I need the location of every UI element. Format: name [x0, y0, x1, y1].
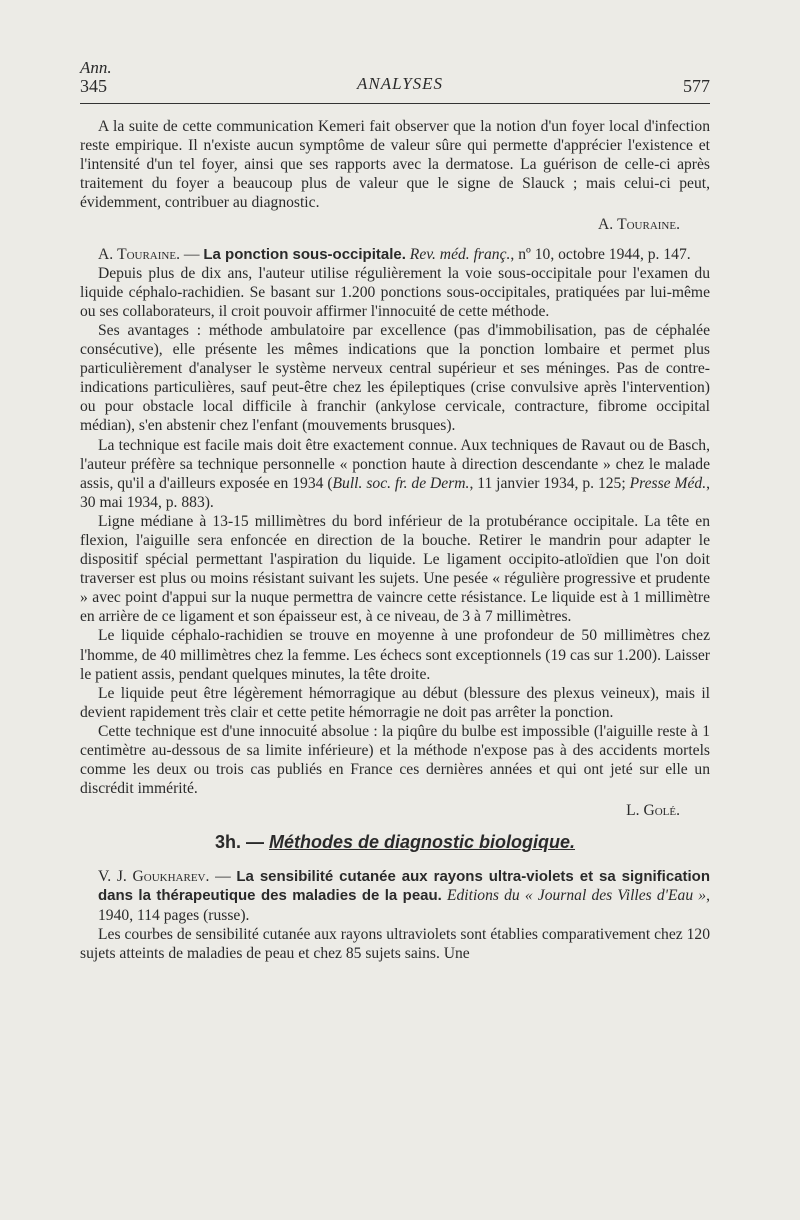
para-text: La technique est facile mais doit être exactement connue. Aux techniques de Ravaut ou de Basch, l'auteur préfère sa technique personnelle « ponction haute à direction descendante » chez le malade assis, qu'il a d'ailleurs exposée en 1934 (	[80, 436, 710, 492]
signature-initial: A.	[598, 216, 618, 234]
section-number: 3h. —	[214, 832, 269, 853]
para-ref: Bull. soc. fr. de Derm.	[332, 474, 470, 492]
article2-paragraph	[80, 436, 710, 512]
article3-paragraph: Les courbes de sensibilité cutanée aux rayons ultraviolets sont établies comparativement chez 120 sujets atteints de maladies de peau et chez 85 sujets sains. Une	[80, 925, 710, 962]
article2-paragraph: Depuis plus de dix ans, l'auteur utilise régulièrement la voie sous-occipitale pour l'examen du liquide céphalo-rachidien. Se basant sur 1.200 ponctions sous-occipitales, pratiquées par lui-même ou ses collaborateurs, il croit pouvoir affirmer l'innocuité de cette méthode.	[80, 264, 710, 320]
article-title: La sensibilité cutanée aux rayons ultra-violets et sa signification dans la thérapeutique des maladies de la peau.	[98, 868, 711, 905]
section-title: Méthodes de diagnostic biologique.	[269, 832, 576, 853]
section-heading	[80, 832, 710, 853]
author-initial: A.	[98, 245, 118, 263]
article2-paragraph: Le liquide céphalo-rachidien se trouve en moyenne à une profondeur de 50 millimètres chez l'homme, de 40 millimètres chez la femme. Les échecs sont exceptionnels (19 cas sur 1.200). Laisser le patient assis, pendant quelques minutes, la tête droite.	[80, 627, 710, 683]
article1-signature	[80, 215, 710, 234]
article2-paragraph: Le liquide peut être légèrement hémorragique au début (blessure des plexus veineux), mais il devient rapidement très clair et cette petite hémorragie ne doit pas arrêter la ponction.	[80, 684, 710, 721]
para-text: , 11 janvier 1934, p. 125;	[469, 474, 630, 492]
page-number: 577	[683, 76, 710, 96]
signature-name: Golé.	[643, 802, 680, 820]
article2-paragraph: Cette technique est d'une innocuité absolue : la piqûre du bulbe est impossible (l'aiguille reste à 1 centimètre au-dessous de sa limite inférieure) et la méthode n'expose pas à des accidents mortels comme les deux ou trois cas publiés en France ces dernières années et qui ont jeté sur elle un discrédit immérité.	[80, 722, 710, 798]
article1-paragraph: A la suite de cette communication Kemeri fait observer que la notion d'un foyer local d'infection reste empirique. Il n'existe aucun symptôme de valeur sûre qui permette d'apprécier l'existence et l'intensité d'un tel foyer, ainsi que ses rapports avec la dermatose. La guérison de celle-ci après traitement du foyer a beaucoup plus de valeur que le signe de Slauck ; mais celui-ci peut, évidemment, contribuer au diagnostic.	[80, 118, 710, 212]
article2-signature	[80, 801, 710, 820]
ref-dash: —	[179, 245, 204, 263]
article-citation: , nº 10, octobre 1944, p. 147.	[510, 245, 691, 263]
signature-name: Touraine.	[617, 216, 680, 234]
article-citation: , 1940, 114 pages (russe).	[98, 887, 710, 924]
journal-abbrev: Ann.	[80, 58, 112, 77]
article-source: Rev. méd. franç.	[405, 245, 511, 263]
header-rule	[80, 103, 710, 104]
para-ref: Presse Méd.	[629, 474, 707, 492]
article2-reference	[80, 245, 710, 264]
article2-paragraph: Ses avantages : méthode ambulatoire par excellence (pas d'immobilisation, pas de céphalée consécutive), elle présente les mêmes indications que la ponction lombaire et permet plus particulièrement d'analyser le système nerveux central supérieur et ses méninges. Pas de contre-indications particulières, sauf peut-être chez les épileptiques (crise convulsive après l'intervention) ou pour obstacle local difficile à franchir (ankylose cervicale, contracture, fibrome occipital médian), s'en abstenir chez l'enfant (mouvements brusques).	[80, 321, 710, 435]
volume-number: 345	[80, 76, 107, 96]
author-name: Goukharev.	[132, 868, 210, 886]
para-text: , 30 mai 1934, p. 883).	[80, 474, 711, 511]
article-title: La ponction sous-occipitale.	[203, 245, 406, 263]
author-name: Touraine.	[117, 245, 180, 263]
article2-paragraph: Ligne médiane à 13-15 millimètres du bord inférieur de la protubérance occipitale. La tête en flexion, l'aiguille sera enfoncée en direction de la bouche. Retirer le mandrin pour adapter le dispositif spécial permettant l'aspiration du liquide. Le ligament occipito-atloïdien que l'on doit traverser est plus ou moins résistant suivant les sujets. Une pesée « régulière progressive et prudente » avec point d'appui sur la nuque permettra de vaincre cette résistance. Le liquide est à 1 millimètre en arrière de ce ligament et son épaisseur est, à ce niveau, de 3 à 7 millimètres.	[80, 512, 710, 626]
article-source: Editions du « Journal des Villes d'Eau »	[441, 887, 707, 905]
author-initial: V. J.	[98, 868, 133, 886]
signature-initial: L.	[626, 802, 644, 820]
page-body	[80, 117, 710, 963]
article3-reference	[80, 867, 710, 924]
ref-dash: —	[209, 868, 237, 886]
running-title: ANALYSES	[356, 74, 444, 93]
